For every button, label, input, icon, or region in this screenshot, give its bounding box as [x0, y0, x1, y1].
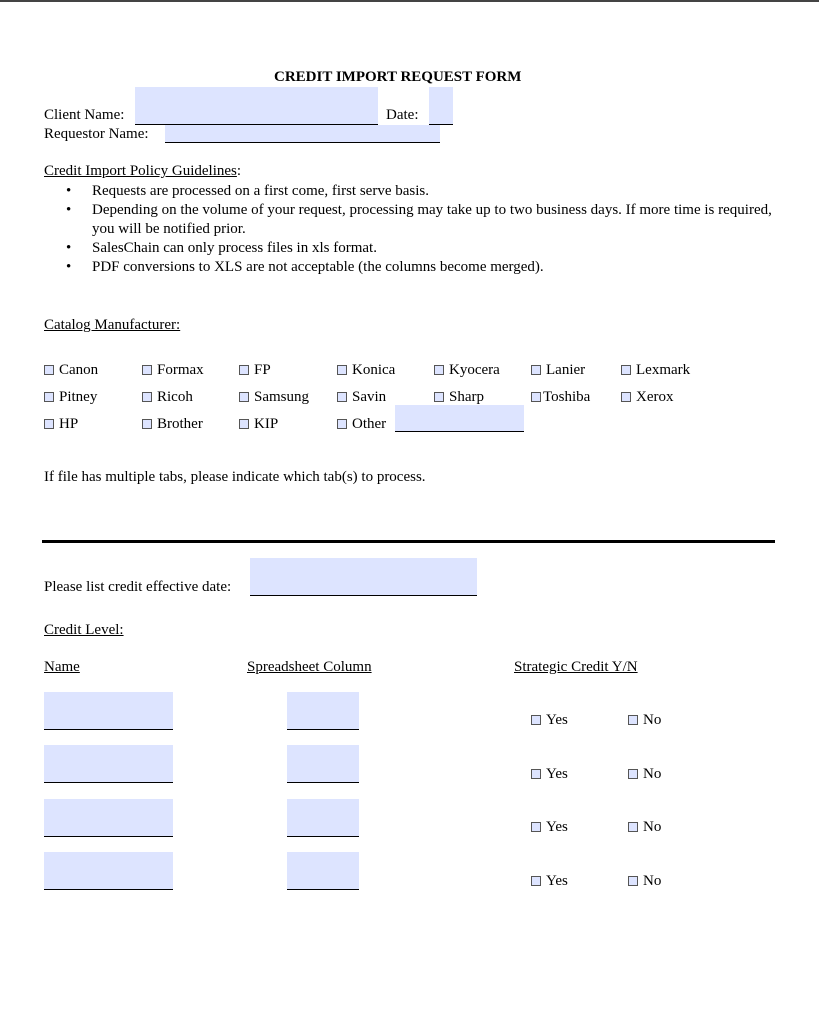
- date-label: Date:: [386, 107, 419, 123]
- section-divider: [42, 540, 775, 543]
- checkbox-formax[interactable]: Formax: [142, 362, 204, 379]
- checkbox-icon: [621, 365, 631, 375]
- spreadsheet-column-field[interactable]: [287, 692, 359, 730]
- page-top-border: [0, 0, 819, 2]
- checkbox-icon: [531, 365, 541, 375]
- credit-name-field[interactable]: [44, 799, 173, 837]
- checkbox-icon: [239, 365, 249, 375]
- checkbox-icon: [44, 419, 54, 429]
- credit-name-field[interactable]: [44, 745, 173, 783]
- checkbox-icon: [337, 365, 347, 375]
- strategic-no-checkbox[interactable]: No: [628, 712, 661, 729]
- checkbox-icon: [239, 392, 249, 402]
- checkbox-kip[interactable]: KIP: [239, 416, 278, 433]
- checkbox-icon: [531, 822, 541, 832]
- date-field[interactable]: [429, 87, 453, 125]
- checkbox-kyocera[interactable]: Kyocera: [434, 362, 500, 379]
- spreadsheet-column-field[interactable]: [287, 799, 359, 837]
- checkbox-pitney[interactable]: Pitney: [44, 389, 97, 406]
- checkbox-icon: [434, 392, 444, 402]
- effective-date-field[interactable]: [250, 558, 477, 596]
- checkbox-icon: [531, 715, 541, 725]
- requestor-name-field[interactable]: [165, 125, 440, 143]
- checkbox-canon[interactable]: Canon: [44, 362, 98, 379]
- checkbox-konica[interactable]: Konica: [337, 362, 395, 379]
- client-name-field[interactable]: [135, 87, 378, 125]
- checkbox-savin[interactable]: Savin: [337, 389, 386, 406]
- guideline-item: • SalesChain can only process files in xls format.: [44, 239, 774, 258]
- guideline-item: • PDF conversions to XLS are not acceptable (the columns become merged).: [44, 258, 774, 277]
- guideline-item: • Depending on the volume of your request, processing may take up to two business days. If more time is required, you will be notified prior.: [44, 201, 774, 239]
- form-title: CREDIT IMPORT REQUEST FORM: [274, 69, 522, 85]
- checkbox-brother[interactable]: Brother: [142, 416, 203, 433]
- strategic-no-checkbox[interactable]: No: [628, 873, 661, 890]
- checkbox-icon: [142, 392, 152, 402]
- checkbox-ricoh[interactable]: Ricoh: [142, 389, 193, 406]
- checkbox-icon: [628, 822, 638, 832]
- checkbox-hp[interactable]: HP: [44, 416, 78, 433]
- other-manufacturer-field[interactable]: [395, 405, 524, 432]
- spreadsheet-column-field[interactable]: [287, 745, 359, 783]
- checkbox-icon: [628, 715, 638, 725]
- checkbox-icon: [531, 392, 541, 402]
- checkbox-icon: [337, 392, 347, 402]
- strategic-no-checkbox[interactable]: No: [628, 819, 661, 836]
- checkbox-icon: [628, 769, 638, 779]
- credit-level-heading: Credit Level:: [44, 622, 124, 638]
- guideline-item: • Requests are processed on a first come, first serve basis.: [44, 182, 774, 201]
- checkbox-icon: [531, 876, 541, 886]
- checkbox-sharp[interactable]: Sharp: [434, 389, 484, 406]
- strategic-yes-checkbox[interactable]: Yes: [531, 766, 568, 783]
- multiple-tabs-note: If file has multiple tabs, please indicate which tab(s) to process.: [44, 469, 426, 485]
- checkbox-icon: [142, 365, 152, 375]
- strategic-yes-checkbox[interactable]: Yes: [531, 819, 568, 836]
- client-name-label: Client Name:: [44, 107, 125, 123]
- checkbox-icon: [142, 419, 152, 429]
- checkbox-icon: [44, 392, 54, 402]
- checkbox-samsung[interactable]: Samsung: [239, 389, 309, 406]
- column-header-strategic: Strategic Credit Y/N: [514, 659, 638, 675]
- credit-name-field[interactable]: [44, 852, 173, 890]
- effective-date-label: Please list credit effective date:: [44, 579, 232, 595]
- checkbox-icon: [621, 392, 631, 402]
- column-header-name: Name: [44, 659, 80, 675]
- credit-name-field[interactable]: [44, 692, 173, 730]
- checkbox-icon: [337, 419, 347, 429]
- checkbox-icon: [44, 365, 54, 375]
- strategic-yes-checkbox[interactable]: Yes: [531, 712, 568, 729]
- checkbox-fp[interactable]: FP: [239, 362, 271, 379]
- requestor-name-label: Requestor Name:: [44, 126, 149, 142]
- column-header-spreadsheet: Spreadsheet Column: [247, 659, 372, 675]
- checkbox-icon: [531, 769, 541, 779]
- checkbox-other[interactable]: Other: [337, 416, 386, 433]
- guidelines-list: [44, 182, 774, 277]
- checkbox-xerox[interactable]: Xerox: [621, 389, 674, 406]
- strategic-yes-checkbox[interactable]: Yes: [531, 873, 568, 890]
- strategic-no-checkbox[interactable]: No: [628, 766, 661, 783]
- spreadsheet-column-field[interactable]: [287, 852, 359, 890]
- manufacturer-heading: Catalog Manufacturer:: [44, 317, 181, 333]
- checkbox-lanier[interactable]: Lanier: [531, 362, 585, 379]
- checkbox-lexmark[interactable]: Lexmark: [621, 362, 690, 379]
- checkbox-icon: [434, 365, 444, 375]
- checkbox-toshiba[interactable]: Toshiba: [531, 389, 590, 406]
- checkbox-icon: [628, 876, 638, 886]
- guidelines-heading: Credit Import Policy Guidelines:: [44, 163, 242, 179]
- checkbox-icon: [239, 419, 249, 429]
